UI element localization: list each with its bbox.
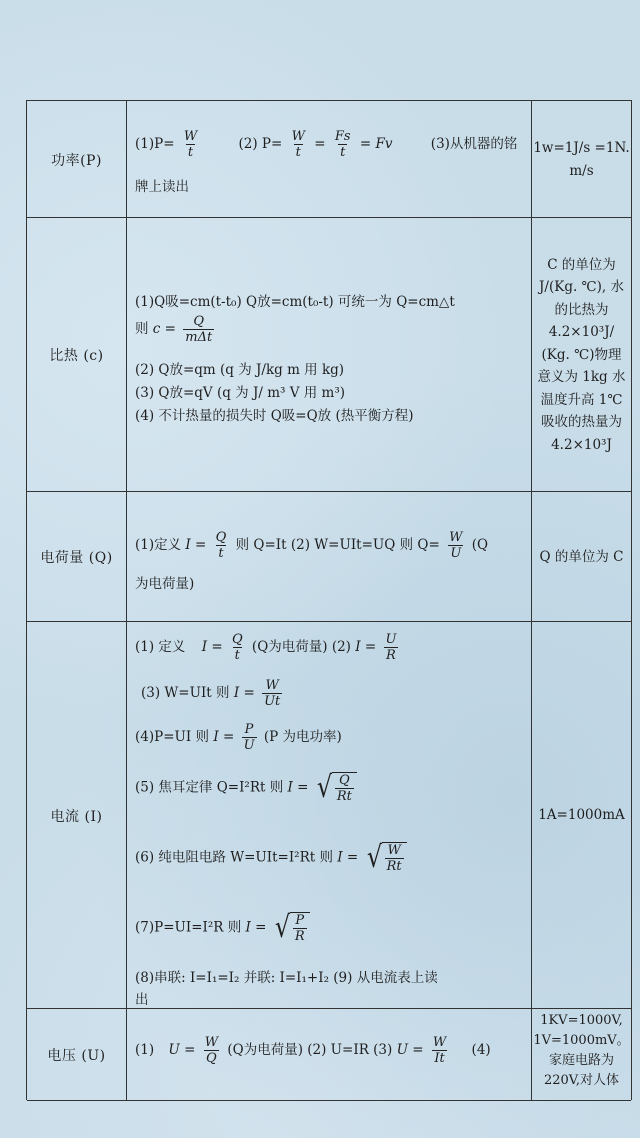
quantity-name: 功率(P) [51, 152, 102, 169]
unit-cell: 1A=1000mA [538, 807, 625, 824]
table-row-power [27, 100, 631, 218]
table-row-specific-heat [27, 217, 631, 492]
formula-cell: (1) 定义 I = $\frac{Q}{t}$ (Q为电荷量) (2) I = $\frac{U}{R}$ (3) W=UIt 则 I = $\frac{W}{Ut}$ (4)P=UI 则 I = $\frac{P}{U}$ (P 为电功率) (5) 焦耳定律 Q=I²Rt 则 I = √ $\frac{Q}{Rt}$ (6) 纯电阻电路 W=UIt=I²Rt 则 I = √ $\frac{W}{Rt}$ (7)P=UI=I²R 则 I = √ $\frac{P}{R}$ (8)串联: I=I₁=I₂ 并联: I=I₁+I₂ (9) 从电流表上读 出 [126, 622, 532, 1009]
table-row-voltage [27, 1008, 631, 1101]
fraction: $\frac{P}{R}$ [294, 913, 305, 944]
quantity-name: 电压 (U) [47, 1047, 106, 1064]
formula-cell: (1)定义 I = $\frac{Q}{t}$ 则 Q=It (2) W=UIt=UQ 则 Q= $\frac{W}{U}$ (Q 为电荷量) [126, 492, 532, 622]
formula-cell: (1)P= $\frac{W}{t}$ (2) P= $\frac{W}{t}$ = $\frac{Fs}{t}$ = Fv (3)从机器的铭 牌上读出 [126, 101, 532, 218]
fraction: $\frac{W}{It}$ [432, 1035, 447, 1066]
fraction: $\frac{W}{t}$ [183, 129, 198, 160]
fraction: $\frac{W}{U}$ [449, 530, 463, 561]
unit-cell: 1KV=1000V, 1V=1000mV。家庭电路为220V,对人体 [533, 1013, 630, 1088]
table-row-current [27, 621, 631, 1009]
formula-cell: (1)Q吸=cm(t-t₀) Q放=cm(t₀-t) 可统一为 Q=cm△t 则 c = $\frac{Q}{\text{mΔt}}$ (2) Q放=qm (q 为 J/kg m 用 kg) (3) Q放=qV (q 为 J/ m³ V 用 m³) (4) 不计热量的损失时 Q吸=Q放 (热平衡方程) [126, 218, 532, 492]
fraction: $\frac{U}{R}$ [385, 632, 397, 663]
unit-cell: Q 的单位为 C [539, 548, 624, 565]
quantity-name: 电流 (I) [50, 808, 103, 825]
fraction: $\frac{W}{t}$ [291, 129, 305, 160]
fraction: $\frac{Q}{t}$ [231, 632, 243, 663]
fraction: $\frac{Fs}{t}$ [334, 129, 351, 160]
fraction: $\frac{P}{U}$ [243, 722, 255, 753]
fraction: $\frac{Q}{Rt}$ [336, 773, 352, 804]
unit-cell: C 的单位为 J/(Kg. ℃), 水的比热为 4.2×10³J/ (Kg. ℃)物理意义为 1kg 水温度升高 1℃吸收的热量为 4.2×10³J [537, 256, 626, 453]
quantity-name: 比热 (c) [49, 348, 104, 364]
square-root: √ $\frac{W}{Rt}$ [365, 842, 407, 874]
formula-cell: (1) U = $\frac{W}{Q}$ (Q为电荷量) (2) U=IR (3) U = $\frac{W}{It}$ (4) [126, 1009, 532, 1100]
square-root: √ $\frac{Q}{Rt}$ [315, 772, 357, 804]
square-root: √ $\frac{P}{R}$ [273, 912, 310, 944]
fraction: $\frac{W}{Ut}$ [264, 678, 281, 709]
quantity-name: 电荷量 (Q) [40, 550, 113, 566]
unit-cell: 1w=1J/s =1N. m/s [533, 140, 630, 179]
fraction: $\frac{W}{Rt}$ [386, 843, 402, 874]
fraction: $\frac{W}{Q}$ [204, 1035, 219, 1066]
fraction: $\frac{Q}{\text{mΔt}}$ [185, 314, 213, 345]
formula-table [26, 100, 632, 1100]
table-row-charge [27, 491, 631, 622]
fraction: $\frac{Q}{t}$ [215, 530, 227, 561]
